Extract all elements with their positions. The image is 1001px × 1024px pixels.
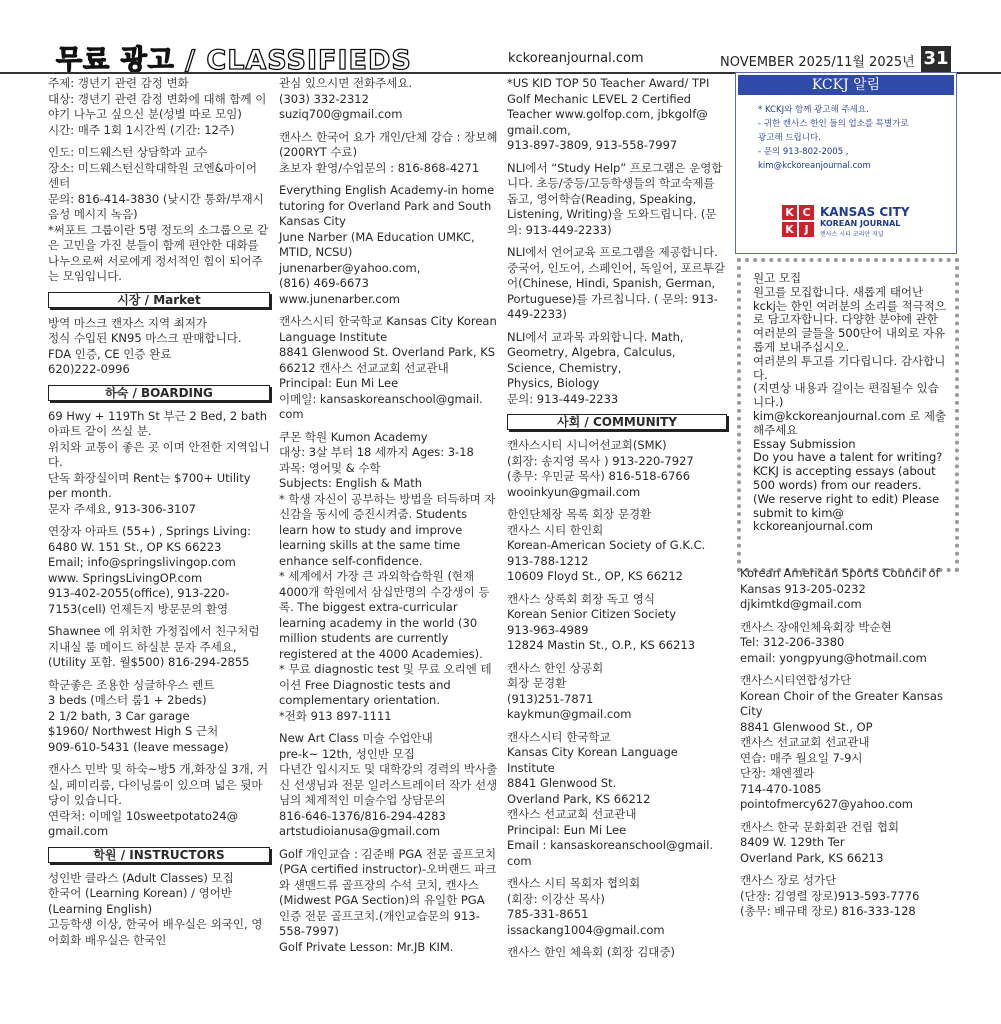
kckj-notice-title: KCKJ 알림 — [738, 75, 954, 95]
classified-ad: 한인단체장 목록 회장 문경환 캔사스 시티 한인회 Korean-American Society of G.K.C. 913-788-1212 10609 Floyd St., OP, KS 66212 — [507, 507, 706, 583]
classified-ad: 캔사스 한인 체육회 (회장 김대중) — [507, 945, 676, 959]
classified-ad: *US KID TOP 50 Teacher Award/ TPI Golf Mechanic LEVEL 2 Certified Teacher www.golfop.com, jbkgolf@ gmail.com, 913-897-3809, 913-558-7997 — [507, 76, 710, 152]
column-3 — [507, 76, 727, 968]
classified-ad: Shawnee 에 위치한 가정집에서 친구처럼 지내실 룸 메이드 하실분 문자 주세요, (Utility 포함. 월$500) 816-294-2855 — [48, 624, 260, 669]
classified-ad: Everything English Academy-in home tutoring for Overland Park and South Kansas City June Narber (MA Education UMKC, MTID, NCSU) junenarber@yahoo.com, (816) 469-6673 www.junenarber.com — [279, 183, 495, 306]
classified-ad: 쿠몬 학원 Kumon Academy 대상: 3살 부터 18 세까지 Ages: 3-18 과목: 영어및 & 수학 Subjects: English & Math * 학생 자신이 공부하는 방법을 터득하며 자신감을 동시에 증진시켜줌. Students learn how to study and improve learning skills at the same time enhance self-confidence. * 세계에서 가장 큰 과외학습학원 (현재 4000개 학원에서 삼십만명의 수강생이 등록. The biggest extra-curricular learning academy in the world (30 million students are currently registered at the 4000 Academies). * 무료 diagnostic test 및 무료 오리엔 테이션 Free Diagnostic tests and complementary orientation. *전화 913 897-1111 — [279, 429, 496, 723]
notice-line: - 귀한 캔사스 한인 들의 업소를 특별가로 광고해 드립니다. — [758, 119, 909, 143]
notice-line: - 문의 913-802-2005 , kim@kckoreanjournal.com — [758, 147, 871, 171]
essay-heading: 원고 모집 — [753, 271, 802, 285]
classified-ad: 방역 마스크 캔자스 지역 최저가 정식 수입된 KN95 마스크 판매합니다. FDA 인증, CE 인증 완료 620)222-0996 — [48, 315, 242, 376]
classified-ad: 인도: 미드웨스턴 상담학과 교수 장소: 미드웨스턴신학대학원 코엔&마이어 센터 문의: 816-414-3830 (낮시간 통화/부재시 음성 메시지 녹음) *써포트 그룹이란 5명 정도의 소그룹으로 같은 고민을 가진 분들이 함께 편안한 대화를 나누으로써 서로에게 정서적인 힘이 되어주는 모임입니다. — [48, 145, 269, 283]
classified-ad: 주제: 갱년기 관련 감정 변화 대상: 갱년기 관련 감정 변화에 대해 함께 이야기 나누고 싶으신 분(성별 따로 모임) 시간: 매주 1회 1시간씩 (기간: 12주) — [48, 76, 267, 137]
essay-submission-box — [737, 258, 959, 572]
classified-ad: 캔사스 한인 상공회 회장 문경환 (913)251-7871 kaykmun@gmail.com — [507, 660, 632, 721]
kckj-notice-body — [736, 97, 956, 173]
essay-submission-text — [753, 272, 947, 534]
section-header-community: 사회 / COMMUNITY — [507, 414, 727, 430]
classified-ad: 캔사스 한국어 요가 개인/단체 강습 : 장보혜(200RYT 수료) 초보자 환영/수업문의 : 816-868-4271 — [279, 129, 498, 175]
classified-ad: 성인반 클라스 (Adult Classes) 모집 한국어 (Learning Korean) / 영어반 (Learning English) 고등학생 이상, 한국어 배우실은 외국인, 영어회화 배우실은 한국인 — [48, 870, 263, 947]
logo-letter: C — [799, 205, 814, 220]
classified-ad: NLI에서 교과목 과외합니다. Math, Geometry, Algebra, Calculus, Science, Chemistry, Physics, Biology 문의: 913-449-2233 — [507, 329, 684, 406]
notice-line: * KCKJ와 함께 광고해 주세요. — [758, 105, 869, 115]
issue-date: NOVEMBER 2025/11월 2025년 — [720, 55, 915, 70]
classified-ad: 캔사스 장로 성가단 (단장: 김영렬 장로)913-593-7776 (총무: 배규태 장로) 816-333-128 — [740, 873, 920, 918]
page-header — [0, 38, 1001, 74]
site-url[interactable]: kckoreanjournal.com — [508, 51, 644, 66]
classified-ad: New Art Class 미술 수업안내 pre-k~ 12th, 성인반 모집 다년간 입시지도 및 대학강의 경력의 박사출신 선생님과 전문 일러스트레이터 작가 선생님의 체계적인 미술수업 상담문의 816-646-1376/816-294-4283 artstudioianusa@gmail.com — [279, 731, 498, 838]
classified-ad: 캔사스 민박 및 하숙~방5 개,화장실 3개, 거실, 페미리룸, 다이닝룸이 있으며 넓은 뒷마당이 있습니다. 연락처: 이메일 10sweetpotato24@ gmail.com — [48, 762, 269, 838]
logo-letter: K — [782, 205, 797, 220]
section-title: 무료 광고 / CLASSIFIEDS — [56, 45, 412, 76]
classified-ad: NLI에서 “Study Help” 프로그램은 운영합니다. 초등/중등/고등학생들의 학교숙제를 돕고, 영어학습(Reading, Speaking, Listening, Writing)을 도와드립니다. (문의: 913-449-2233) — [507, 160, 723, 237]
classified-ad: 캔사스 한국 문화회관 건립 협회 8409 W. 129th Ter Overland Park, KS 66213 — [740, 819, 900, 865]
essay-korean-body: 원고를 모집합니다. 새롭게 태어난 kckj는 한인 여러분의 소리를 적극적으로 담고자합니다. 다양한 분야에 관한 여러분의 글들을 500단어 내외로 자유롭게 보내주십시오. 여러분의 투고를 기다립니다. 감사합니다. (지면상 내용과 길이는 편집될수 있습니다.) kim@kckoreanjournal.com 로 제출해주세요 — [753, 284, 947, 437]
page-number: 31 — [921, 46, 951, 72]
classified-ad: Golf 개인교습 : 김준배 PGA 전문 골프코치(PGA certified instructor)-오버랜드 파크와 섄맨드류 골프장의 수석 코치, 캔사스(Midwest PGA Section)의 유일한 PGA 인증 전문 골프코치.(개인교습문의 913-558-7997) Golf Private Lesson: Mr.JB KIM. — [279, 846, 497, 954]
column-4 — [740, 566, 952, 927]
classified-ad: NLI에서 언어교육 프로그램을 제공합니다. 중국어, 인도어, 스페인어, 독일어, 포르투갈어(Chinese, Hindi, Spanish, German, Portuguese)를 가르칩니다. ( 문의: 913-449-2233) — [507, 245, 726, 321]
column-2 — [279, 76, 499, 962]
logo-letter: J — [799, 222, 814, 237]
column-1 — [48, 76, 270, 955]
classified-ad: Korean American Sports Council of Kansas 913-205-0232 djkimtkd@gmail.com — [740, 566, 940, 611]
classified-ad: 캔사스시티 한국학교 Kansas City Korean Language Institute 8841 Glenwood St. Overland Park, KS 66212 캔사스 선교교회 선교관내 Principal: Eun Mi Lee Email : kansaskoreanschool@gmail. com — [507, 729, 714, 868]
logo-letter: K — [782, 222, 797, 237]
classified-ad: 69 Hwy + 119Th St 부근 2 Bed, 2 bath 아파트 같이 쓰실 분. 위치와 교통이 좋은 곳 이며 안전한 지역입니다. 단독 화장실이며 Rent는 $700+ Utility per month. 문자 주세요, 913-306-3107 — [48, 408, 270, 516]
classified-ad: 연장자 아파트 (55+) , Springs Living: 6480 W. 151 St., OP KS 66223 Email; info@springslivingop.com www. SpringsLivingOP.com 913-402-2055(office), 913-220-7153(cell) 언제든지 방문문의 환영 — [48, 524, 251, 616]
section-header-market: 시장 / Market — [48, 292, 270, 308]
kckj-notice-box — [735, 72, 957, 254]
classified-ad: 캔사스시티연합성가단 Korean Choir of the Greater Kansas City 8841 Glenwood St., OP 캔사스 선교교회 선교관내 연습: 매주 월요일 7-9시 단장: 채엔젤라 714-470-1085 pointofmercy627@yahoo.com — [740, 673, 943, 811]
classified-ad: 캔사스 상록회 회장 독고 영식 Korean Senior Citizen Society 913-963-4989 12824 Mastin St., O.P., KS 66213 — [507, 591, 696, 652]
logo-name: KANSAS CITY — [820, 205, 910, 219]
classified-ad: 캔사스 시티 목회자 협의회 (회장: 이강산 목사) 785-331-8651 issackang1004@gmail.com — [507, 876, 665, 937]
classified-ad: 캔사스 장애인체육회장 박순현 Tel: 312-206-3380 email: yongpyung@hotmail.com — [740, 619, 927, 665]
logo-subtitle-korean: 캔사스 시티 코리안 저널 — [820, 231, 884, 238]
classified-ad: 학군좋은 조용한 싱글하우스 렌트 3 beds (메스터 룸1 + 2beds) 2 1/2 bath, 3 Car garage $1960/ Northwest High S 근처 909-610-5431 (leave message) — [48, 677, 229, 754]
classified-ad: 캔사스시티 시니어선교회(SMK) (회장: 송지영 목사 ) 913-220-7927 (총무: 우민균 목사) 816-518-6766 wooinkyun@gmail.com — [507, 438, 694, 499]
classified-ad: 관심 있으시면 전화주세요. (303) 332-2312 suziq700@gmail.com — [279, 76, 413, 121]
essay-english-body: Essay Submission Do you have a talent for writing? KCKJ is accepting essays (about 500 words) from our readers. (We reserve right to edit) Please submit to kim@ kckoreanjournal.com — [753, 436, 943, 534]
section-header-boarding: 하숙 / BOARDING — [48, 385, 270, 401]
section-header-instructors: 학원 / INSTRUCTORS — [48, 847, 270, 863]
logo-subtitle: KOREAN JOURNAL — [820, 219, 901, 228]
classified-ad: 캔사스시티 한국학교 Kansas City Korean Language Institute 8841 Glenwood St. Overland Park, KS 66212 캔사스 선교교회 선교관내 Principal: Eun Mi Lee 이메일: kansaskoreanschool@gmail. com — [279, 314, 497, 421]
